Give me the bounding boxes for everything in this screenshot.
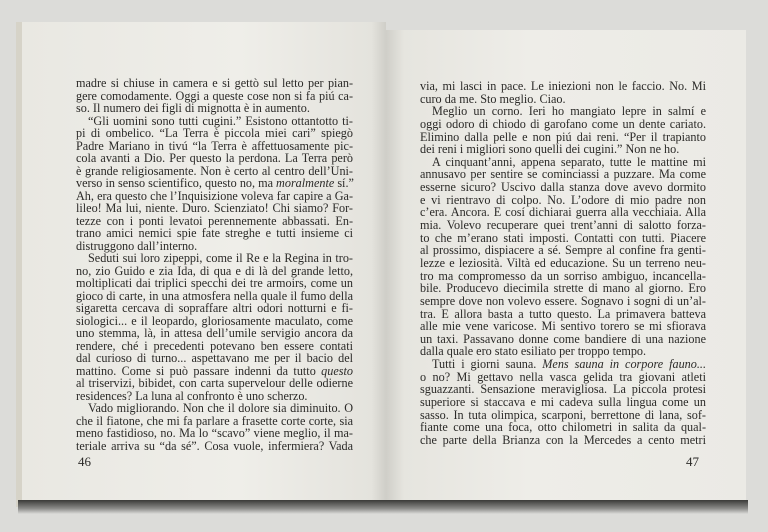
text-line: c’era. Ancora. E cosí dichiarai guerra alla vecchiaia. Alla bbox=[420, 205, 706, 220]
text-line: pi di ombelico. “La Terra è piccola miei cari” spiegò bbox=[76, 126, 353, 140]
text-line: teriale arriva su “da sé”. Cosa vuole, infermiera? Vada bbox=[76, 438, 353, 453]
text-line: fiante come una foca, otto chilometri in salita da qual- bbox=[420, 420, 706, 435]
text-segment: verso in senso scientifico, questo no, ma bbox=[76, 176, 277, 190]
text-line: madre si chiuse in camera e si gettò sul letto per pian- bbox=[76, 76, 353, 90]
text-line: lezze e leziosità. Viltà ed educazione. Su un terreno neu- bbox=[420, 255, 706, 270]
text-line: cola avanti a Dio. Per questo la perdona. La Terra però bbox=[76, 151, 353, 165]
italic-text: questo bbox=[321, 363, 353, 378]
text-line: superiore si staccava e mi cadeva sulla lingua come un bbox=[420, 395, 706, 410]
text-line: o no? Mi gettavo nella vasca gelida tra giovani atleti bbox=[420, 369, 706, 384]
left-page bbox=[22, 22, 386, 506]
text-line: esserne sicuro? Uscivo dalla stanza dove avevo dormito bbox=[420, 180, 706, 195]
text-line: e vi rientravo di colpo. No. L’odore di mio padre non bbox=[420, 192, 706, 207]
text-line: dei reni i migliori sono quelli dei cugini.” Non ne ho. bbox=[420, 142, 680, 157]
text-line: trano amici nemici spie fate streghe e tutti insieme ci bbox=[76, 226, 353, 240]
right-page-text bbox=[420, 80, 706, 447]
text-line: meno fastidioso, no. Ma lo “scavo” viene meglio, il ma- bbox=[76, 426, 353, 440]
text-line: A cinquant’anni, appena separato, tutte le mattine mi bbox=[432, 154, 706, 169]
right-page-number: 47 bbox=[686, 454, 699, 469]
text-line: sasso. In tuta olimpica, scarponi, berrettone di lana, sof- bbox=[420, 407, 706, 422]
text-segment: Tutti i giorni sauna. bbox=[432, 357, 543, 372]
book-shadow bbox=[18, 500, 748, 514]
text-line: annusavo per sentire se cominciassi a puzzare. Ma come bbox=[420, 167, 706, 182]
text-line: Vado migliorando. Non che il dolore sia diminuito. O bbox=[88, 401, 353, 415]
text-line bbox=[76, 177, 353, 190]
left-page-number: 46 bbox=[78, 454, 91, 469]
text-line: gioco di carte, in una atmosfera nella quale il fumo della bbox=[76, 288, 353, 303]
italic-text: moralmente bbox=[276, 176, 335, 190]
text-line: dalla quale ero stato esiliato per troppo tempo. bbox=[420, 344, 647, 359]
text-line: che il fiatone, che mi fa parlare a frasette corte corte, sia bbox=[76, 413, 353, 428]
text-line: tezze con i ponti levatoi perennemente abbassati. En- bbox=[76, 213, 353, 228]
text-line: lileo! Ma lui, niente. Duro. Scienziato! Chi siamo? For- bbox=[76, 201, 353, 215]
text-line: mia. Volevo recuperare quei trent’anni di salotto forza- bbox=[420, 218, 706, 233]
text-line: Padre Mariano in tivú “la Terra è affettuosamente pic- bbox=[76, 138, 353, 153]
text-line: al triservizi, bibidet, con carta supervelour delle odierne bbox=[76, 376, 353, 390]
text-line: siologici... e il leopardo, gloriosamente maculato, come bbox=[76, 313, 353, 328]
italic-text: Mens sauna in corpore fauno... bbox=[542, 357, 706, 372]
text-line: to che m’erano stati imposti. Contatti con tutti. Piacere bbox=[420, 230, 706, 245]
text-line: Meglio un corno. Ieri ho mangiato lepre in salmí e bbox=[432, 104, 706, 119]
text-line: Ah, era questo che l’Inquisizione voleva far capire a Ga- bbox=[76, 188, 353, 203]
text-segment: mattino. Come si può passare indenni da tutto bbox=[76, 363, 322, 378]
left-page-text bbox=[76, 77, 353, 452]
text-line: sguazzanti. Sensazione meravigliosa. La piccola protesi bbox=[420, 382, 706, 397]
text-line: via, mi lasci in pace. Le iniezioni non le faccio. No. Mi bbox=[420, 79, 706, 93]
text-line bbox=[420, 358, 706, 371]
text-line: tra. E allora basta a tutto questo. La primavera batteva bbox=[420, 306, 706, 321]
text-line: bile. Producevo diecimila strette di mano al giorno. Ero bbox=[420, 281, 706, 296]
text-line: Seduti sui loro zipeppi, come il Re e la Regina in tro- bbox=[88, 251, 353, 265]
text-line: oggi odoro di chiodo di garofano come un dente cariato. bbox=[420, 116, 706, 131]
right-page bbox=[386, 30, 746, 506]
text-line: sempre dove non volevo essere. Sognavo i sogni di un’al- bbox=[420, 293, 706, 308]
text-line: no, zio Guido e zia Ida, di qua e di là del grande letto, bbox=[76, 263, 353, 278]
text-line: tro ma compromesso da un sorriso ambiguo, incancella- bbox=[420, 268, 706, 283]
text-line: distruggono dall’interno. bbox=[76, 238, 198, 253]
text-line: dal curioso di turno... aspettavano me per il bacio del bbox=[76, 351, 353, 365]
text-line: un taxi. Passavano donne come bandiere di una nazione bbox=[420, 331, 706, 346]
text-line: gere comodamente. Oggi a queste cose non si fa piú ca- bbox=[76, 88, 353, 103]
text-line: sigaretta cercava di sopraffare altri odori notturni e fi- bbox=[76, 301, 353, 315]
text-line: al prossimo, dispiacere a sé. Sempre al confine fra genti- bbox=[420, 243, 706, 258]
text-line: uno stemma, là, in attesa dell’umile servigio ancora da bbox=[76, 326, 353, 340]
text-line: rendere, ché i precedenti potevano ben essere contati bbox=[76, 338, 353, 353]
text-segment: sí.” bbox=[334, 176, 354, 190]
text-line: Elimino dalla pelle e non piú dai reni. “Per il trapianto bbox=[420, 129, 706, 144]
text-line: che parte della Brianza con la Mercedes a cento metri bbox=[420, 432, 706, 447]
text-line: moltiplicati dai triplici specchi dei tre armoirs, come un bbox=[76, 276, 353, 290]
text-line: so. Il numero dei figli di mignotta è in aumento. bbox=[76, 101, 310, 115]
text-line: curo da me. Sto meglio. Ciao. bbox=[420, 91, 566, 106]
text-line: è grande religiosamente. Non è certo al centro dell’Uni- bbox=[76, 163, 353, 178]
text-line: “Gli uomini sono tutti cugini.” Esistono ottantotto ti- bbox=[88, 113, 353, 128]
text-line: alle mie vene varicose. Mi sentivo torero se mi sfiorava bbox=[420, 319, 706, 334]
text-line: residences? La luna al confronto è uno scherzo. bbox=[76, 388, 308, 403]
